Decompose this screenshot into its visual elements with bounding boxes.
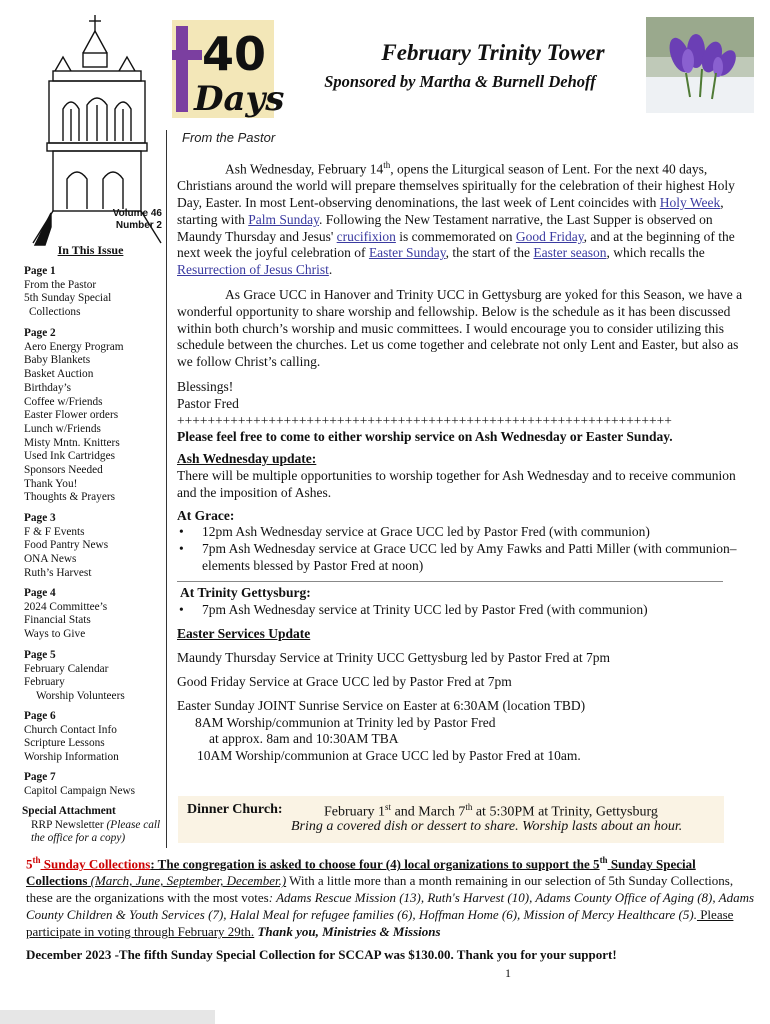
- ash-update-text: There will be multiple opportunities to worship together for Ash Wednesday and to receive communion and the imposition of Ashes.: [177, 468, 736, 500]
- dinner-church-dates: February 1st and March 7th at 5:30PM at Trinity, Gettysburg: [324, 802, 658, 820]
- toc-item: Church Contact Info: [24, 723, 117, 736]
- toc-item: Lunch w/Friends: [24, 422, 101, 435]
- toc-item: Worship Information: [24, 751, 119, 764]
- fifth-sunday-paragraph: 5th Sunday Collections: The congregation is asked to choose four (4) local organizations to support the 5th Sunday Special Collections (March, June, September, December.) With a little more than a month remaining in our selection of 5th Sunday Collections, these are the organizations with the most votes: Adams Rescue Mission (13), Ruth's Harvest (10), Adams County Office of Aging (8), Adams County Children & Youth Services (7), Halal Meal for refugee families (6), Hoffman Home (6), Mission of Mercy Healthcare (5). Please participate in voting through February 29th. Thank you, Ministries & Missions: [26, 855, 755, 940]
- from-pastor-label: From the Pastor: [182, 130, 276, 145]
- easter-update-heading: Easter Services Update: [177, 626, 311, 642]
- toc-item: 2024 Committee’s: [24, 600, 108, 613]
- list-item: 10AM Worship/communion at Grace UCC led by Pastor Fred at 10am.: [197, 748, 581, 764]
- toc-item: F & F Events: [24, 525, 85, 538]
- toc-item: Thoughts & Prayers: [24, 491, 115, 504]
- volume-label: Volume 46: [112, 208, 162, 219]
- toc-item: Collections: [29, 306, 81, 319]
- in-this-issue-heading: In This Issue: [57, 243, 124, 257]
- at-trinity-heading: At Trinity Gettysburg:: [180, 584, 311, 600]
- pastor-paragraph-1: Ash Wednesday, February 14th, opens the Liturgical season of Lent. For the next 40 days, Christians around the world will prepare themselves spiritually for the celebration of their highest Holy Day, Easter. In most Lent-observing denominations, the last week of Lent coincides with Holy Week, starting with Palm Sunday. Following the New Testament narrative, the Last Supper is observed on Maundy Thursday and Jesus' crucifixion is commemorated on Good Friday, and at the beginning of the next week the joyful celebration of Easter Sunday, the start of the Easter season, which recalls the Resurrection of Jesus Christ.: [177, 160, 735, 278]
- footer-bar: [0, 1010, 215, 1024]
- blessings-line: Blessings!: [177, 379, 234, 395]
- main-content: [177, 157, 743, 765]
- toc-section-page-6: [24, 710, 166, 765]
- toc-item: Thank You!: [24, 477, 78, 490]
- toc-item: Scripture Lessons: [24, 737, 105, 750]
- at-grace-heading: At Grace:: [177, 507, 235, 523]
- list-item: 8AM Worship/communion at Trinity led by Pastor Fred: [195, 714, 496, 730]
- forty-days-word: Days: [194, 79, 285, 119]
- worship-invite: Please feel free to come to either worship service on Ash Wednesday or Easter Sunday.: [177, 429, 673, 445]
- ash-update-heading: Ash Wednesday update:: [177, 451, 317, 467]
- newsletter-title: February Trinity Tower: [381, 40, 605, 65]
- toc-item: February: [24, 676, 65, 689]
- easter-season-link[interactable]: Easter season: [533, 245, 607, 261]
- toc-item: Capitol Campaign News: [24, 784, 136, 797]
- toc-item: 5th Sunday Special: [24, 292, 112, 305]
- good-friday-link[interactable]: Good Friday: [515, 228, 584, 244]
- toc-item: Sponsors Needed: [24, 464, 103, 477]
- plus-divider: +++++++++++++++++++++++++++++++++++++++++++++++++++++++++++++++++: [177, 412, 672, 428]
- toc-page-label: Page 6: [24, 710, 56, 722]
- toc-page-label: Page 5: [24, 649, 56, 661]
- toc-item: Baby Blankets: [24, 354, 91, 367]
- toc-item: Aero Energy Program: [24, 340, 124, 353]
- holy-week-link[interactable]: Holy Week: [659, 195, 721, 211]
- dinner-church-note: Bring a covered dish or dessert to share. Worship lasts about an hour.: [291, 819, 683, 834]
- pastor-paragraph-2: As Grace UCC in Hanover and Trinity UCC in Gettysburg are yoked for this Season, we have a wonderful opportunity to share worship and fellowship. Below is the schedule as it has been discussed within both church’s worship and music committees. I would encourage you to consider utilizing this schedule between the churches. Let us come together and celebrate not only Lent and Easter, but also as we follow Christ’s calling.: [177, 287, 743, 370]
- toc-page-label: Page 2: [24, 327, 56, 339]
- resurrection-link[interactable]: Resurrection of Jesus Christ: [177, 262, 329, 278]
- easter-sunday-link[interactable]: Easter Sunday: [368, 245, 446, 261]
- toc-page-label: Page 1: [24, 265, 56, 277]
- special-attachment-heading: Special Attachment: [22, 805, 116, 817]
- list-item: • 7pm Ash Wednesday service at Grace UCC led by Amy Fawks and Patti Miller (with communion–elements blessed by Pastor Fred at noon): [177, 541, 743, 575]
- toc-item: February Calendar: [24, 662, 109, 675]
- volume-info: [100, 208, 162, 232]
- toc-page-label: Page 3: [24, 512, 56, 524]
- list-item: • 12pm Ash Wednesday service at Grace UCC led by Pastor Fred (with communion): [177, 524, 743, 541]
- page-number: 1: [505, 966, 511, 980]
- toc-section-page-3: [24, 512, 166, 581]
- toc-item: Coffee w/Friends: [24, 395, 103, 408]
- sponsor-line: Sponsored by Martha & Burnell Dehoff: [324, 72, 596, 91]
- toc-item: Financial Stats: [24, 614, 91, 627]
- toc-section-page-1: [24, 265, 166, 320]
- toc-section-page-2: [24, 327, 166, 505]
- toc-item: Ruth’s Harvest: [24, 566, 92, 579]
- grace-service-list: [177, 524, 743, 574]
- fifth-sunday-section: [26, 852, 756, 963]
- list-item: • 7pm Ash Wednesday service at Trinity UCC led by Pastor Fred (with communion): [177, 602, 743, 619]
- toc-item: Used Ink Cartridges: [24, 450, 115, 463]
- special-attachment-item: RRP Newsletter: [31, 818, 104, 831]
- toc-item: Ways to Give: [24, 628, 86, 641]
- toc-item: Easter Flower orders: [24, 409, 119, 422]
- good-friday-line: Good Friday Service at Grace UCC led by Pastor Fred at 7pm: [177, 674, 512, 690]
- toc-page-label: Page 4: [24, 587, 56, 599]
- easter-sunday-schedule: [177, 698, 743, 765]
- toc-item: From the Pastor: [24, 278, 97, 291]
- toc-item: Birthday’s: [24, 381, 72, 394]
- december-collection-note: December 2023 -The fifth Sunday Special Collection for SCCAP was $130.00. Thank you for your support!: [26, 947, 617, 963]
- toc-item: Worship Volunteers: [36, 690, 125, 703]
- forty-days-logo: [172, 20, 285, 119]
- number-label: Number 2: [115, 220, 162, 231]
- toc-section-page-4: [24, 587, 166, 642]
- fifth-sunday-collections-link[interactable]: Sunday Collections: [40, 856, 151, 872]
- dinner-church-label: Dinner Church:: [187, 802, 283, 817]
- special-attachment-note: (Please call the office for a copy): [31, 818, 161, 845]
- maundy-thursday-line: Maundy Thursday Service at Trinity UCC Gettysburg led by Pastor Fred at 7pm: [177, 650, 610, 666]
- toc-page-label: Page 7: [24, 771, 56, 783]
- toc-item: Misty Mntn. Knitters: [24, 436, 120, 449]
- trinity-service-list: [177, 602, 743, 619]
- crucifixion-link[interactable]: crucifixion: [336, 228, 396, 244]
- sidebar-divider: [166, 130, 167, 848]
- palm-sunday-link[interactable]: Palm Sunday: [248, 211, 319, 227]
- toc-special-attachment: [22, 805, 164, 846]
- toc-section-page-5: [24, 649, 166, 704]
- signoff-line: Pastor Fred: [177, 395, 239, 411]
- toc-item: ONA News: [24, 553, 77, 566]
- toc-section-page-7: [24, 771, 166, 798]
- toc-item: Food Pantry News: [24, 539, 109, 552]
- forty-days-number: 40: [202, 27, 267, 81]
- list-item: Easter Sunday JOINT Sunrise Service on Easter at 6:30AM (location TBD): [177, 697, 586, 713]
- list-item: at approx. 8am and 10:30AM TBA: [209, 731, 399, 747]
- toc-item: Basket Auction: [24, 368, 94, 381]
